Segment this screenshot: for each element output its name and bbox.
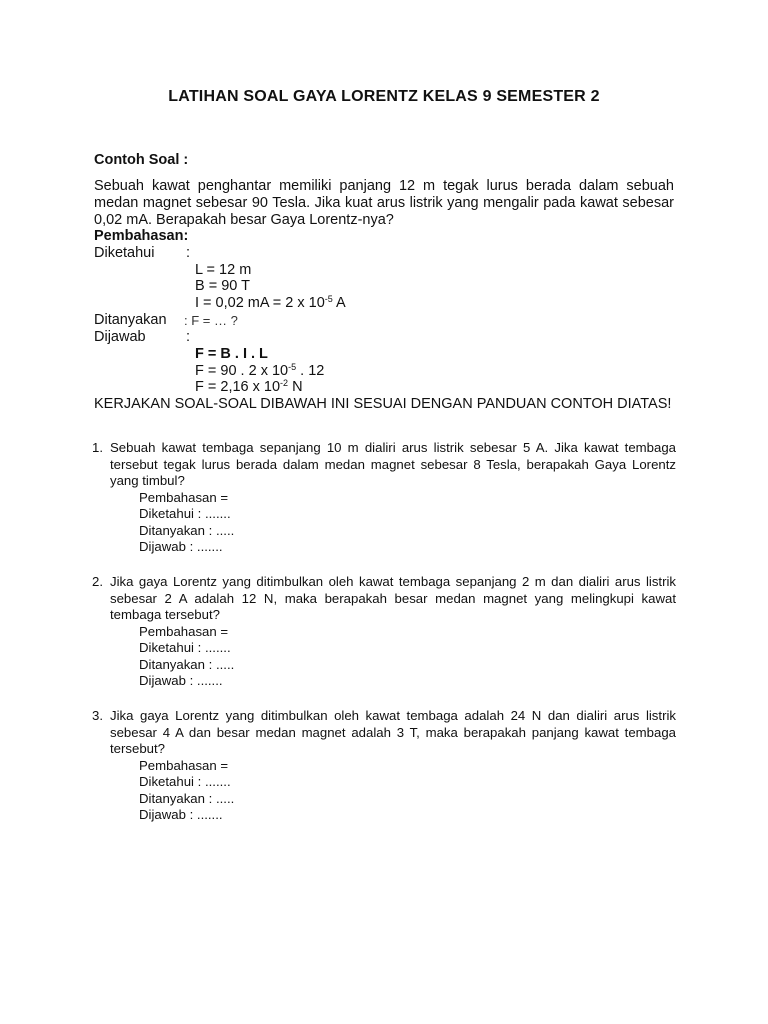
question-text: Sebuah kawat tembaga sepanjang 10 m dialiri arus listrik sebesar 5 A. Jika kawat tembaga tersebut tegak lurus berada dalam medan magnet sebesar 8 Tesla, berapakah Gaya Lorentz yang timbul? — [110, 440, 676, 488]
dijawab-colon: : — [186, 329, 191, 345]
question-3 — [92, 708, 676, 824]
diketahui-line: Diketahui : ....... — [139, 640, 231, 655]
dijawab-label: Dijawab — [94, 329, 146, 345]
dijawab-line: Dijawab : ....... — [139, 539, 223, 554]
question-text: Jika gaya Lorentz yang ditimbulkan oleh kawat tembaga adalah 24 N dan dialiri arus listrik sebesar 4 A dan besar medan magnet adalah 3 T, maka berapakah panjang kawat tembaga tersebut? — [110, 708, 676, 756]
question-number: 2. — [92, 574, 103, 589]
answer-step-2: F = 2,16 x $10^{-2}$ N — [195, 378, 303, 395]
known-l: L = 12 m — [195, 262, 252, 278]
ditanyakan-value: : F = … ? — [184, 313, 238, 328]
known-i: I = 0,02 mA = 2 x $10^{-5}$ A — [195, 294, 346, 311]
question-2 — [92, 574, 676, 690]
pembahasan-label: Pembahasan: — [94, 228, 189, 244]
question-text: Jika gaya Lorentz yang ditimbulkan oleh kawat tembaga sepanjang 2 m dan dialiri arus listrik sebesar 2 A adalah 12 N, maka berapakah besar medan magnet yang melingkupi kawat tembaga tersebut? — [110, 574, 676, 622]
ditanyakan-line: Ditanyakan : ..... — [139, 656, 235, 672]
ditanyakan-label: Ditanyakan — [94, 312, 167, 328]
page-title: LATIHAN SOAL GAYA LORENTZ KELAS 9 SEMESTER 2 — [168, 88, 600, 105]
pembahasan-line: Pembahasan = — [139, 489, 229, 505]
pembahasan-line: Pembahasan = — [139, 623, 229, 639]
question-number: 3. — [92, 708, 103, 723]
ditanyakan-line: Ditanyakan : ..... — [139, 522, 235, 538]
answer-step-1: F = 90 . 2 x $10^{-5}$ . 12 — [195, 362, 325, 379]
contoh-label: Contoh Soal : — [94, 152, 189, 168]
contoh-text: Sebuah kawat penghantar memiliki panjang 12 m tegak lurus berada dalam sebuah medan magnet sebesar 90 Tesla. Jika kuat arus listrik yang mengalir pada kawat sebesar 0,02 mA. Berapakah besar Gaya Lorentz-nya? — [94, 178, 674, 228]
question-number: 1. — [92, 440, 103, 455]
diketahui-line: Diketahui : ....... — [139, 774, 231, 789]
formula: F = B . I . L — [195, 346, 268, 362]
diketahui-line: Diketahui : ....... — [139, 506, 231, 521]
diketahui-colon: : — [186, 245, 191, 261]
known-b: B = 90 T — [195, 278, 250, 294]
dijawab-line: Dijawab : ....... — [139, 807, 223, 822]
ditanyakan-line: Ditanyakan : ..... — [139, 790, 235, 806]
diketahui-label: Diketahui — [94, 245, 155, 261]
pembahasan-line: Pembahasan = — [139, 757, 229, 773]
instruction: KERJAKAN SOAL-SOAL DIBAWAH INI SESUAI DENGAN PANDUAN CONTOH DIATAS! — [94, 396, 672, 412]
question-1 — [92, 440, 676, 556]
dijawab-line: Dijawab : ....... — [139, 673, 223, 688]
